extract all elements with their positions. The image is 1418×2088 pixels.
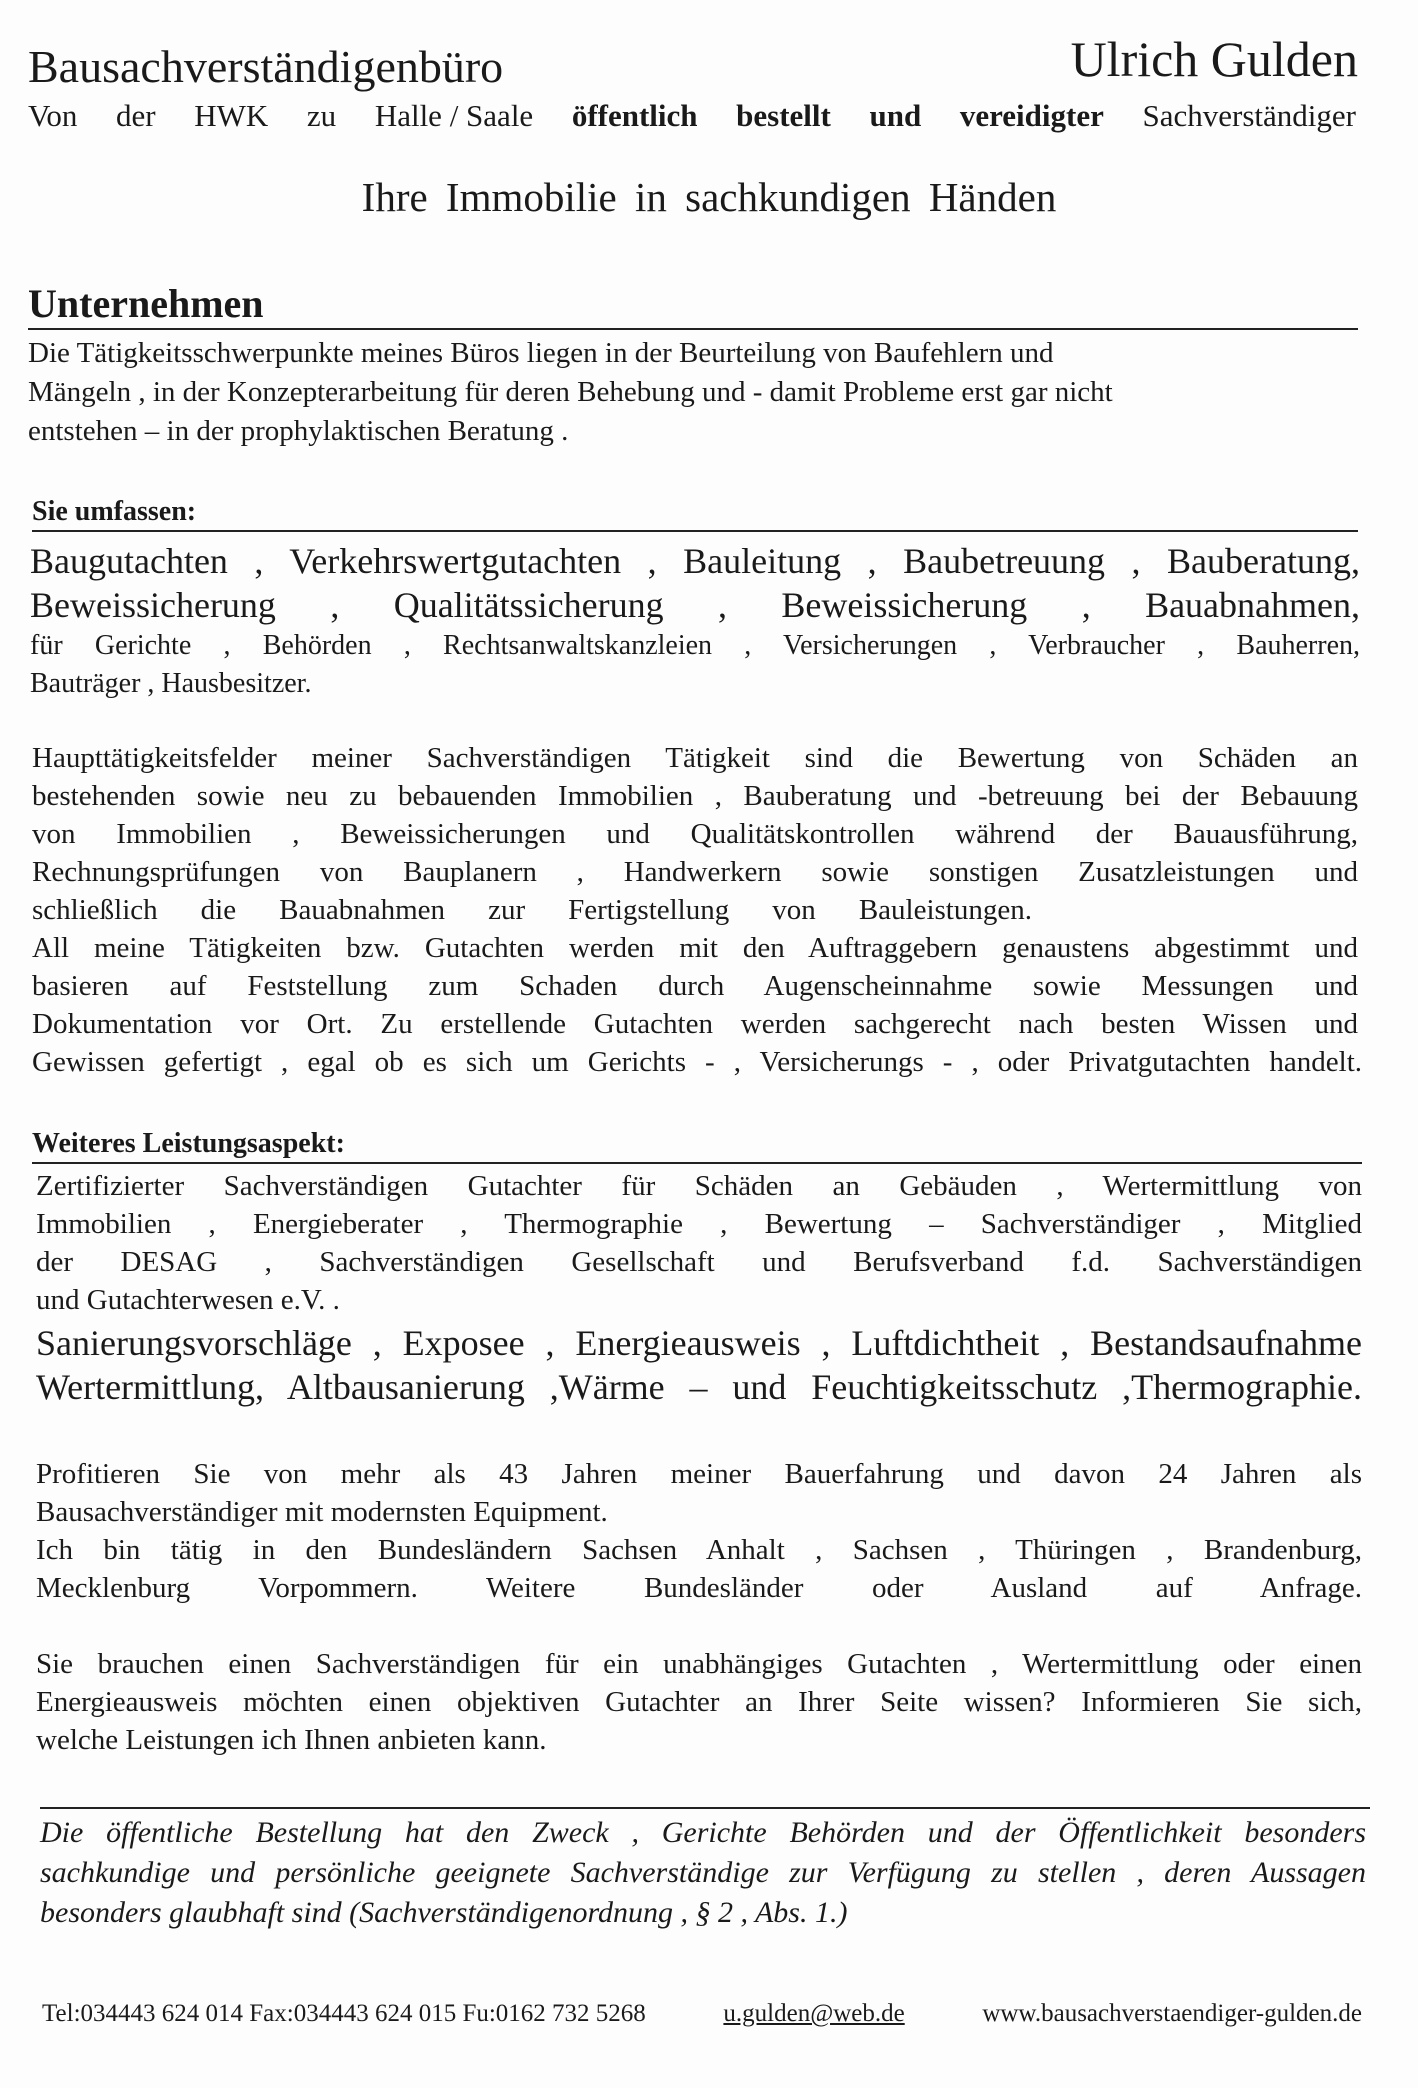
services-main-line: Baugutachten , Verkehrswertgutachten , Bauleitung , Baubetreuung , Bauberatung, — [30, 541, 1360, 581]
section-heading-further: Weiteres Leistungsaspekt: — [32, 1128, 345, 1159]
experience-line: Profitieren Sie von mehr als 43 Jahren meiner Bauerfahrung und davon 24 Jahren als — [36, 1458, 1362, 1490]
cta-line: welche Leistungen ich Ihnen anbieten kann. — [36, 1724, 547, 1756]
paragraph-line: basieren auf Feststellung zum Schaden durch Augenscheinnahme sowie Messungen und — [32, 970, 1358, 1002]
legal-note-line: besonders glaubhaft sind (Sachverständigenordnung , § 2 , Abs. 1.) — [40, 1896, 848, 1929]
paragraph-line: von Immobilien , Beweissicherungen und Qualitätskontrollen während der Bauausführung, — [32, 818, 1358, 850]
section-divider — [32, 530, 1358, 532]
legal-note-line: sachkundige und persönliche geeignete Sachverständige zur Verfügung zu stellen , deren Aussagen — [40, 1856, 1366, 1889]
company-line: Mängeln , in der Konzepterarbeitung für deren Behebung und - damit Probleme erst gar nicht — [28, 376, 1113, 408]
paragraph-line: All meine Tätigkeiten bzw. Gutachten werden mit den Auftraggebern genaustens abgestimmt und — [32, 932, 1358, 964]
appointment-subtitle — [28, 98, 1356, 134]
services-clients-line: Bauträger , Hausbesitzer. — [30, 668, 312, 699]
further-line: Zertifizierter Sachverständigen Gutachter für Schäden an Gebäuden , Wertermittlung von — [36, 1170, 1362, 1202]
cta-line: Energieausweis möchten einen objektiven Gutachter an Ihrer Seite wissen? Informieren Sie sich, — [36, 1686, 1362, 1718]
paragraph-line: Rechnungsprüfungen von Bauplanern , Handwerkern sowie sonstigen Zusatzleistungen und — [32, 856, 1358, 888]
experience-line: Ich bin tätig in den Bundesländern Sachsen Anhalt , Sachsen , Thüringen , Brandenburg, — [36, 1534, 1362, 1566]
paragraph-line: Haupttätigkeitsfelder meiner Sachverständigen Tätigkeit sind die Bewertung von Schäden an — [32, 742, 1358, 774]
owner-name: Ulrich Gulden — [1070, 31, 1358, 87]
note-divider — [40, 1807, 1370, 1809]
subtitle-word: Von — [28, 98, 78, 133]
section-divider — [28, 328, 1358, 330]
section-heading-services: Sie umfassen: — [32, 496, 197, 527]
services-main-line: Beweissicherung , Qualitätssicherung , Beweissicherung , Bauabnahmen, — [30, 585, 1360, 625]
subtitle-bold-word: bestellt — [736, 98, 831, 133]
paragraph-line: bestehenden sowie neu zu bebauenden Immobilien , Bauberatung und -betreuung bei der Bebauung — [32, 780, 1358, 812]
paragraph-line: Gewissen gefertigt , egal ob es sich um Gerichts - , Versicherungs - , oder Privatgutachten handelt. — [32, 1046, 1362, 1078]
office-title: Bausachverständigenbüro — [28, 41, 504, 92]
website-link[interactable]: www.bausachverstaendiger-gulden.de — [982, 2000, 1362, 2027]
contact-footer — [42, 2000, 1362, 2028]
email-link[interactable]: u.gulden@web.de — [723, 2000, 905, 2027]
experience-line: Bausachverständiger mit modernsten Equipment. — [36, 1496, 608, 1528]
subtitle-word: Halle / Saale — [374, 98, 534, 133]
subtitle-bold-word: vereidigter — [959, 98, 1104, 133]
subtitle-word: Sachverständiger — [1142, 98, 1356, 133]
subtitle-word: HWK — [194, 98, 269, 133]
cta-line: Sie brauchen einen Sachverständigen für ein unabhängiges Gutachten , Wertermittlung oder einen — [36, 1648, 1362, 1680]
slogan: Ihre Immobilie in sachkundigen Händen — [361, 174, 1057, 220]
subtitle-word: zu — [306, 98, 337, 133]
further-services-line: Wertermittlung, Altbausanierung ,Wärme – und Feuchtigkeitsschutz ,Thermographie. — [36, 1367, 1362, 1407]
company-line: entstehen – in der prophylaktischen Beratung . — [28, 415, 569, 447]
further-line: der DESAG , Sachverständigen Gesellschaft und Berufsverband f.d. Sachverständigen — [36, 1246, 1362, 1278]
phone-fax-numbers: Tel:034443 624 014 Fax:034443 624 015 Fu:0162 732 5268 — [42, 2000, 646, 2027]
paragraph-line: schließlich die Bauabnahmen zur Fertigstellung von Bauleistungen. — [32, 894, 1032, 926]
subtitle-bold-word: öffentlich — [571, 98, 698, 133]
paragraph-line: Dokumentation vor Ort. Zu erstellende Gutachten werden sachgerecht nach besten Wissen und — [32, 1008, 1358, 1040]
further-line: Immobilien , Energieberater , Thermographie , Bewertung – Sachverständiger , Mitglied — [36, 1208, 1362, 1240]
legal-note-line: Die öffentliche Bestellung hat den Zweck , Gerichte Behörden und der Öffentlichkeit besonders — [40, 1816, 1366, 1849]
section-heading-company: Unternehmen — [28, 281, 264, 326]
services-clients-line: für Gerichte , Behörden , Rechtsanwaltskanzleien , Versicherungen , Verbraucher , Bauherren, — [30, 630, 1360, 661]
subtitle-word: der — [116, 98, 156, 133]
further-services-line: Sanierungsvorschläge , Exposee , Energieausweis , Luftdichtheit , Bestandsaufnahme — [36, 1323, 1362, 1363]
company-line: Die Tätigkeitsschwerpunkte meines Büros liegen in der Beurteilung von Baufehlern und — [28, 337, 1054, 369]
further-line: und Gutachterwesen e.V. . — [36, 1284, 340, 1316]
experience-line: Mecklenburg Vorpommern. Weitere Bundesländer oder Ausland auf Anfrage. — [36, 1572, 1362, 1604]
subtitle-bold-word: und — [869, 98, 922, 133]
section-divider — [32, 1162, 1362, 1164]
